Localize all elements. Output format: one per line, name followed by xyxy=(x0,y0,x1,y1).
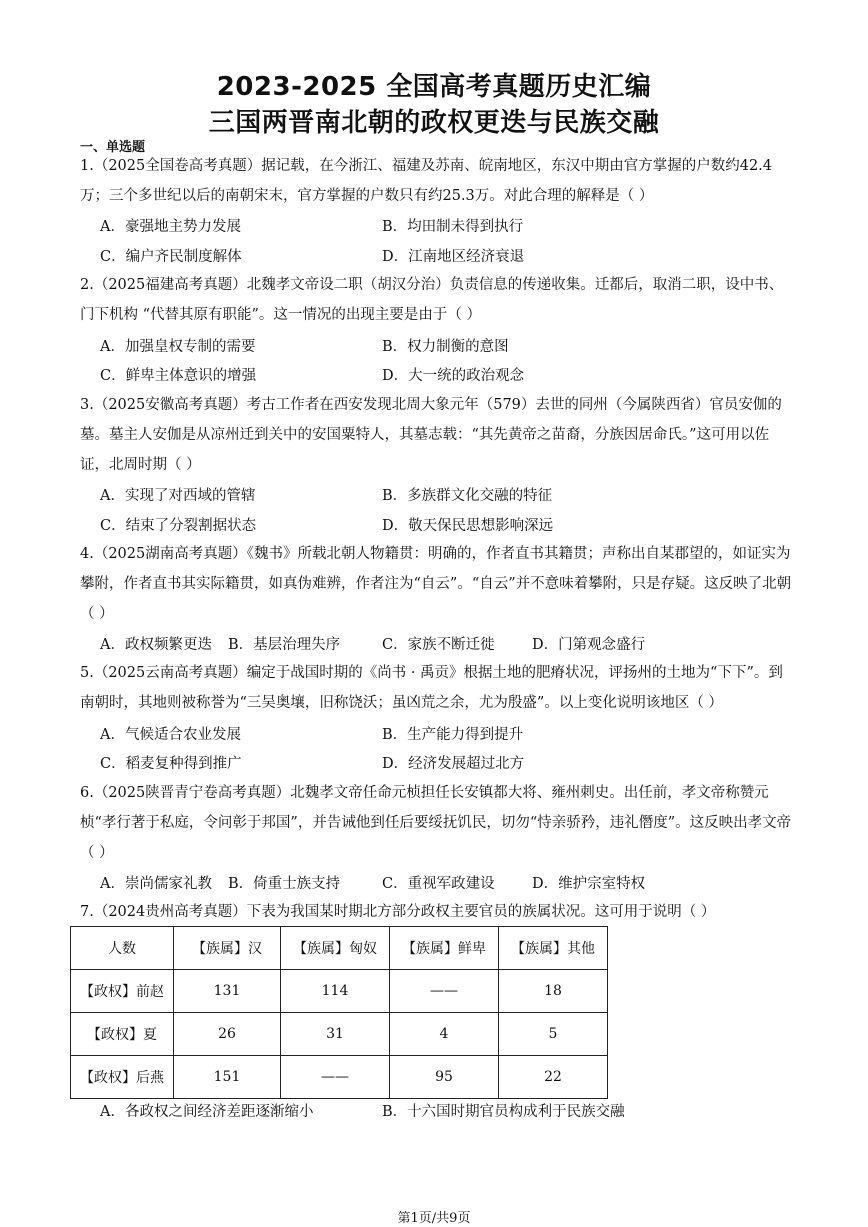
table-row xyxy=(71,970,608,1013)
q1-option-b: B．均田制未得到执行 xyxy=(382,219,524,235)
q5-option-a: A．气候适合农业发展 xyxy=(100,727,241,743)
question-6-stem: 6.（2025陕晋青宁卷高考真题）北魏孝文帝任命元桢担任长安镇都大将、雍州刺史。出任前，孝文帝称赞元桢“孝行著于私庭，令问彰于邦国”，并告诫他到任后要绥抚饥民，切勿“恃亲骄矜，违礼僭度”。这反映出孝文帝（ ） xyxy=(80,785,792,861)
table-header-row xyxy=(71,927,608,970)
q6-option-d: D．维护宗室特权 xyxy=(532,876,646,892)
table-cell: 【政权】后燕 xyxy=(71,1056,174,1099)
question-5-stem: 5.（2025云南高考真题）编定于战国时期的《尚书 · 禹贡》根据土地的肥瘠状况，评扬州的土地为“下下”。到南朝时，其地则被称誉为“三吴奥壤，旧称饶沃；虽凶荒之余，尤为殷盛”。以上变化说明该地区（ ） xyxy=(80,665,783,711)
q4-option-d: D．门第观念盛行 xyxy=(532,637,646,653)
q7-option-a: A．各政权之间经济差距逐渐缩小 xyxy=(100,1104,314,1120)
q4-option-c: C．家族不断迁徙 xyxy=(382,637,495,653)
q3-option-a: A．实现了对西域的管辖 xyxy=(100,488,256,504)
q2-option-a: A．加强皇权专制的需要 xyxy=(100,339,256,355)
table-cell: 131 xyxy=(174,970,281,1013)
section-heading: 一、单选题 xyxy=(80,140,146,155)
q4-option-b: B．基层治理失序 xyxy=(228,637,341,653)
q3-option-c: C．结束了分裂割据状态 xyxy=(100,518,257,534)
table-cell: 95 xyxy=(390,1056,499,1099)
q1-option-a: A．豪强地主势力发展 xyxy=(100,219,241,235)
q5-option-b: B．生产能力得到提升 xyxy=(382,727,524,743)
q6-option-b: B．倚重士族支持 xyxy=(228,876,341,892)
q5-option-c: C．稻麦复种得到推广 xyxy=(100,756,242,772)
table-cell: 4 xyxy=(390,1013,499,1056)
ethnicity-table xyxy=(70,926,608,1099)
q1-option-d: D．江南地区经济衰退 xyxy=(382,249,525,265)
table-cell: 【政权】夏 xyxy=(71,1013,174,1056)
table-header-cell: 【族属】鲜卑 xyxy=(390,927,499,970)
document-subtitle: 三国两晋南北朝的政权更迭与民族交融 xyxy=(208,108,660,138)
q4-option-a: A．政权频繁更迭 xyxy=(100,637,212,653)
table-cell: 5 xyxy=(499,1013,608,1056)
q6-option-a: A．崇尚儒家礼教 xyxy=(100,876,212,892)
q2-option-c: C．鲜卑主体意识的增强 xyxy=(100,368,257,384)
q1-option-c: C．编户齐民制度解体 xyxy=(100,249,242,265)
table-header-cell: 【族属】其他 xyxy=(499,927,608,970)
table-row xyxy=(71,1056,608,1099)
table-cell: 18 xyxy=(499,970,608,1013)
question-3-stem: 3.（2025安徽高考真题）考古工作者在西安发现北周大象元年（579）去世的同州（今属陕西省）官员安伽的墓。墓主人安伽是从凉州迁到关中的安国粟特人，其墓志载：“其先黄帝之苗裔，分族因居命氏。”这可用以佐证，北周时期（ ） xyxy=(80,397,782,473)
table-cell: 31 xyxy=(281,1013,390,1056)
table-cell: 22 xyxy=(499,1056,608,1099)
q6-option-c: C．重视军政建设 xyxy=(382,876,495,892)
q5-option-d: D．经济发展超过北方 xyxy=(382,756,525,772)
table-header-cell: 人数 xyxy=(71,927,174,970)
q2-option-d: D．大一统的政治观念 xyxy=(382,368,525,384)
q7-option-b: B．十六国时期官员构成利于民族交融 xyxy=(382,1104,625,1120)
table-cell: —— xyxy=(390,970,499,1013)
table-header-cell: 【族属】匈奴 xyxy=(281,927,390,970)
table-cell: 26 xyxy=(174,1013,281,1056)
question-2-stem: 2.（2025福建高考真题）北魏孝文帝设二职（胡汉分治）负责信息的传递收集。迁都后，取消二职，设中书、门下机构 “代替其原有职能”。这一情况的出现主要是由于（ ） xyxy=(80,277,784,323)
q3-option-b: B．多族群文化交融的特征 xyxy=(382,488,553,504)
table-cell: 114 xyxy=(281,970,390,1013)
table-header-cell: 【族属】汉 xyxy=(174,927,281,970)
table-cell: —— xyxy=(281,1056,390,1099)
page-number: 第1页/共9页 xyxy=(397,1211,471,1226)
question-1-stem: 1.（2025全国卷高考真题）据记载，在今浙江、福建及苏南、皖南地区，东汉中期由官方掌握的户数约42.4万；三个多世纪以后的南朝宋末，官方掌握的户数只有约25.3万。对此合理的解释是（ ） xyxy=(80,158,773,204)
document-title: 2023-2025 全国高考真题历史汇编 xyxy=(216,72,652,102)
table-row xyxy=(71,1013,608,1056)
table-cell: 【政权】前赵 xyxy=(71,970,174,1013)
question-7-stem: 7.（2024贵州高考真题）下表为我国某时期北方部分政权主要官员的族属状况。这可用于说明（ ） xyxy=(80,904,716,920)
q2-option-b: B．权力制衡的意图 xyxy=(382,339,509,355)
question-4-stem: 4.（2025湖南高考真题）《魏书》所载北朝人物籍贯：明确的，作者直书其籍贯；声称出自某郡望的，如证实为攀附，作者直书其实际籍贯，如真伪难辨，作者注为“自云”。“自云”并不意味着攀附，只是存疑。这反映了北朝（ ） xyxy=(80,546,792,622)
table-cell: 151 xyxy=(174,1056,281,1099)
q3-option-d: D．敬天保民思想影响深远 xyxy=(382,518,554,534)
